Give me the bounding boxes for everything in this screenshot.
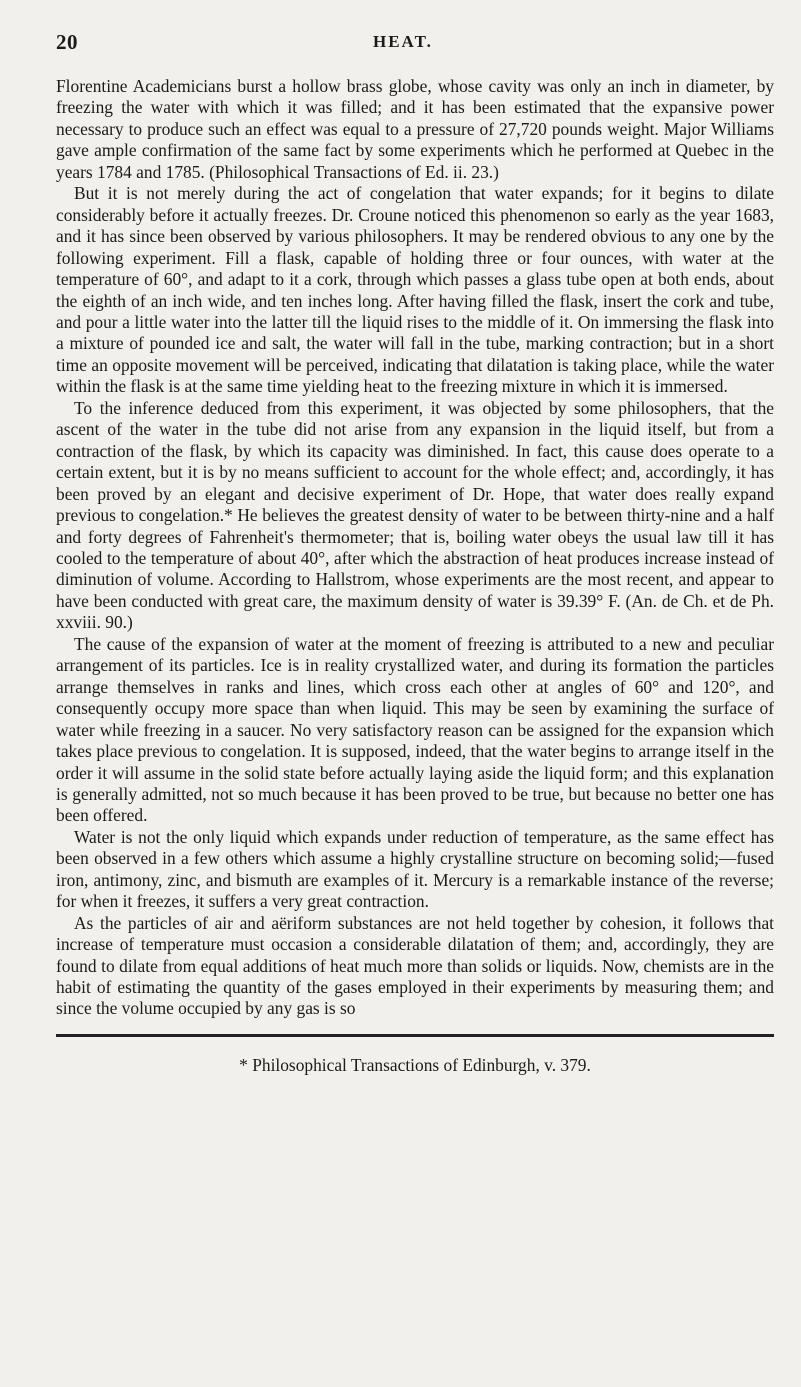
paragraph: As the particles of air and aëriform substances are not held together by cohesion, it follows that increase of temperature must occasion a considerable dilatation of them; and, accordingly, they are found to dilate from equal additions of heat much more than solids or liquids. Now, chemists are in the habit of estimating the quantity of the gases employed in their experiments by measuring them; and since the volume occupied by any gas is so bbox=[56, 912, 774, 1019]
page-number: 20 bbox=[56, 30, 78, 54]
paragraph: The cause of the expansion of water at the moment of freezing is attributed to a new and peculiar arrangement of its particles. Ice is in reality crystallized water, and during its formation the particles arrange themselves in ranks and lines, which cross each other at angles of 60° and 120°, and consequently occupy more space than when liquid. This may be seen by examining the surface of water while freezing in a saucer. No very satisfactory reason can be assigned for the expansion which takes place previous to congelation. It is supposed, indeed, that the water begins to arrange itself in the order it will assume in the solid state before actually laying aside the liquid form; and this explanation is generally admitted, not so much because it has been proved to be true, but because no better one has been offered. bbox=[56, 633, 774, 826]
paragraph: Water is not the only liquid which expands under reduction of temperature, as the same effect has been observed in a few others which assume a highly crystalline structure on becoming solid;—fused iron, antimony, zinc, and bismuth are examples of it. Mercury is a remarkable instance of the reverse; for when it freezes, it suffers a very great contraction. bbox=[56, 826, 774, 912]
running-head: HEAT. bbox=[373, 32, 433, 51]
body-text bbox=[56, 76, 774, 1020]
book-page bbox=[56, 30, 774, 1076]
paragraph: But it is not merely during the act of congelation that water expands; for it begins to dilate considerably before it actually freezes. Dr. Croune noticed this phenomenon so early as the year 1683, and it has since been observed by various philosophers. It may be rendered obvious to any one by the following experiment. Fill a flask, capable of holding three or four ounces, with water at the temperature of 60°, and adapt to it a cork, through which passes a glass tube open at both ends, about the eighth of an inch wide, and ten inches long. After having filled the flask, insert the cork and tube, and pour a little water into the latter till the liquid rises to the middle of it. On immersing the flask into a mixture of pounded ice and salt, the water will fall in the tube, marking contraction; but in a short time an opposite movement will be perceived, indicating that dilatation is taking place, while the water within the flask is at the same time yielding heat to the freezing mixture in which it is immersed. bbox=[56, 183, 774, 397]
paragraph: To the inference deduced from this experiment, it was objected by some philosophers, that the ascent of the water in the tube did not arise from any expansion in the liquid itself, but from a contraction of the flask, by which its capacity was diminished. In fact, this cause does operate to a certain extent, but it is by no means sufficient to account for the whole effect; and, accordingly, it has been proved by an elegant and decisive experiment of Dr. Hope, that water does really expand previous to congelation.* He believes the greatest density of water to be between thirty-nine and a half and forty degrees of Fahrenheit's thermometer; that is, boiling water obeys the usual law till it has cooled to the temperature of about 40°, after which the abstraction of heat produces increase instead of diminution of volume. According to Hallstrom, whose experiments are the most recent, and appear to have been conducted with great care, the maximum density of water is 39.39° F. (An. de Ch. et de Ph. xxviii. 90.) bbox=[56, 397, 774, 633]
footnote-divider bbox=[56, 1034, 774, 1037]
page-header bbox=[56, 30, 774, 56]
footnote: * Philosophical Transactions of Edinburgh, v. 379. bbox=[239, 1054, 591, 1075]
paragraph-continuation: Florentine Academicians burst a hollow brass globe, whose cavity was only an inch in diameter, by freezing the water with which it was filled; and it has been estimated that the expansive power necessary to produce such an effect was equal to a pressure of 27,720 pounds weight. Major Williams gave ample confirmation of the same fact by some experiments which he performed at Quebec in the years 1784 and 1785. (Philosophical Transactions of Ed. ii. 23.) bbox=[56, 76, 774, 182]
